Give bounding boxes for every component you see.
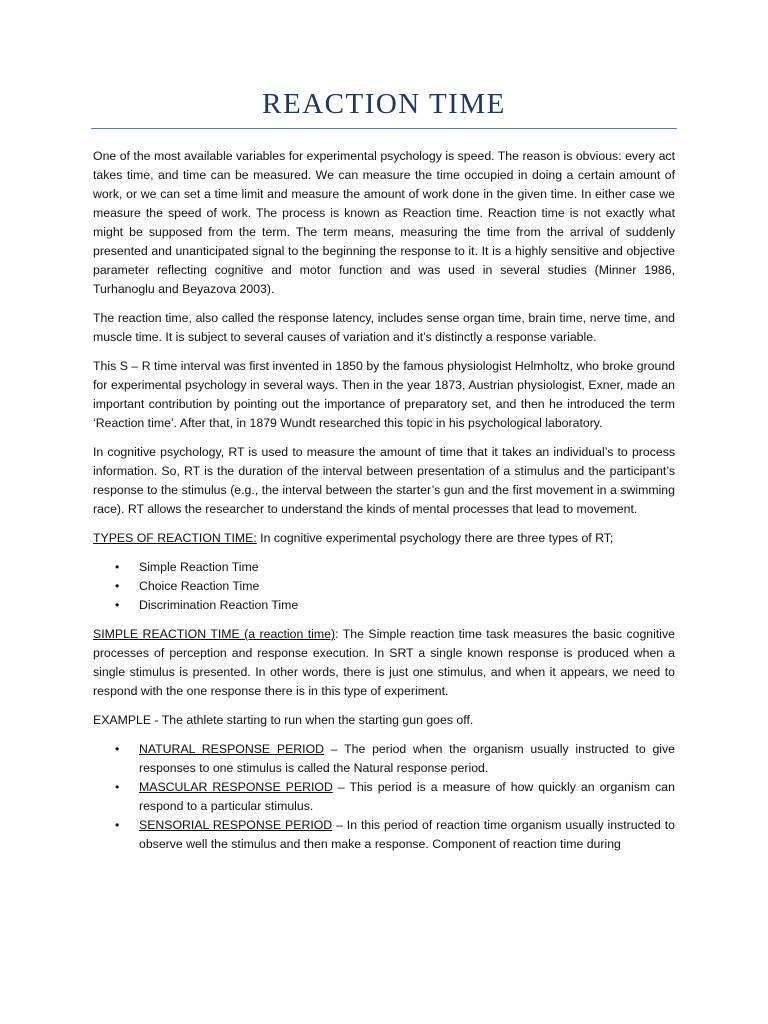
simple-rt-paragraph: SIMPLE REACTION TIME (a reaction time): The Simple reaction time task measures the basic cognitive processes of perception and response execution. In SRT a single known response is produced when a single stimulus is presented. In other words, there is just one stimulus, and when it appears, we need to respond with the one response there is in this type of experiment. bbox=[93, 627, 675, 698]
paragraph-cognitive: In cognitive psychology, RT is used to measure the amount of time that it takes an individual’s to process information. So, RT is the duration of the interval between presentation of a stimulus and the participant’s response to the stimulus (e.g., the interval between the starter’s gun and the first movement in a swimming race). RT allows the researcher to understand the kinds of mental processes that lead to movement. bbox=[93, 445, 675, 516]
bullet-icon: • bbox=[115, 560, 120, 574]
types-list bbox=[93, 558, 675, 615]
list-item: • Choice Reaction Time bbox=[93, 577, 675, 596]
page-title: REACTION TIME bbox=[262, 88, 506, 120]
simple-rt-heading: SIMPLE REACTION TIME (a reaction time) bbox=[93, 627, 336, 641]
list-item: • MASCULAR RESPONSE PERIOD – This period is a measure of how quickly an organism can respond to a particular stimulus. bbox=[115, 780, 675, 813]
simple-rt-text: The Simple reaction time task measures the basic cognitive processes of perception and response execution. In SRT a single known response is produced when a single stimulus is presented. In other words, there is just one stimulus, and when it appears, we need to respond with the one response there is in this type of experiment. bbox=[93, 627, 675, 698]
bullet-icon: • bbox=[115, 818, 120, 832]
types-text: In cognitive experimental psychology there are three types of RT; bbox=[256, 531, 614, 545]
list-item: • Discrimination Reaction Time bbox=[93, 596, 675, 615]
period-term: NATURAL RESPONSE PERIOD bbox=[139, 742, 325, 756]
example-paragraph: EXAMPLE - The athlete starting to run when the starting gun goes off. bbox=[93, 713, 474, 727]
document-body bbox=[93, 147, 675, 864]
bullet-icon: • bbox=[115, 742, 120, 756]
list-item: • NATURAL RESPONSE PERIOD – The period when the organism usually instructed to give responses to one stimulus is called the Natural response period. bbox=[115, 742, 675, 775]
bullet-icon: • bbox=[115, 780, 120, 794]
bullet-icon: • bbox=[115, 579, 120, 593]
types-heading: TYPES OF REACTION TIME: bbox=[93, 531, 257, 545]
periods-list bbox=[93, 740, 675, 854]
list-item: • SENSORIAL RESPONSE PERIOD – In this period of reaction time organism usually instructed to observe well the stimulus and then make a response. Component of reaction time during bbox=[115, 818, 675, 851]
paragraph-latency: The reaction time, also called the response latency, includes sense organ time, brain time, nerve time, and muscle time. It is subject to several causes of variation and it’s distinctly a response variable. bbox=[93, 311, 675, 344]
period-term: SENSORIAL RESPONSE PERIOD bbox=[139, 818, 333, 832]
paragraph-history: This S – R time interval was first invented in 1850 by the famous physiologist Helmholtz, who broke ground for experimental psychology in several ways. Then in the year 1873, Austrian physiologist, Exner, made an important contribution by pointing out the importance of preparatory set, and then he introduced the term ‘Reaction time’. After that, in 1879 Wundt researched this topic in his psychological laboratory. bbox=[93, 359, 675, 430]
types-paragraph bbox=[93, 529, 675, 548]
list-item: • Simple Reaction Time bbox=[93, 558, 675, 577]
title-divider bbox=[91, 128, 677, 129]
paragraph-intro: One of the most available variables for experimental psychology is speed. The reason is obvious: every act takes time, and time can be measured. We can measure the time occupied in doing a certain amount of work, or we can set a time limit and measure the amount of work done in the given time. In either case we measure the speed of work. The process is known as Reaction time. Reaction time is not exactly what might be supposed from the term. The term means, measuring the time from the arrival of suddenly presented and unanticipated signal to the beginning the response to it. It is a highly sensitive and objective parameter reflecting cognitive and motor function and was used in several studies (Minner 1986, Turhanoglu and Beyazova 2003). bbox=[93, 149, 675, 296]
bullet-icon: • bbox=[115, 598, 120, 612]
period-term: MASCULAR RESPONSE PERIOD bbox=[139, 780, 333, 794]
